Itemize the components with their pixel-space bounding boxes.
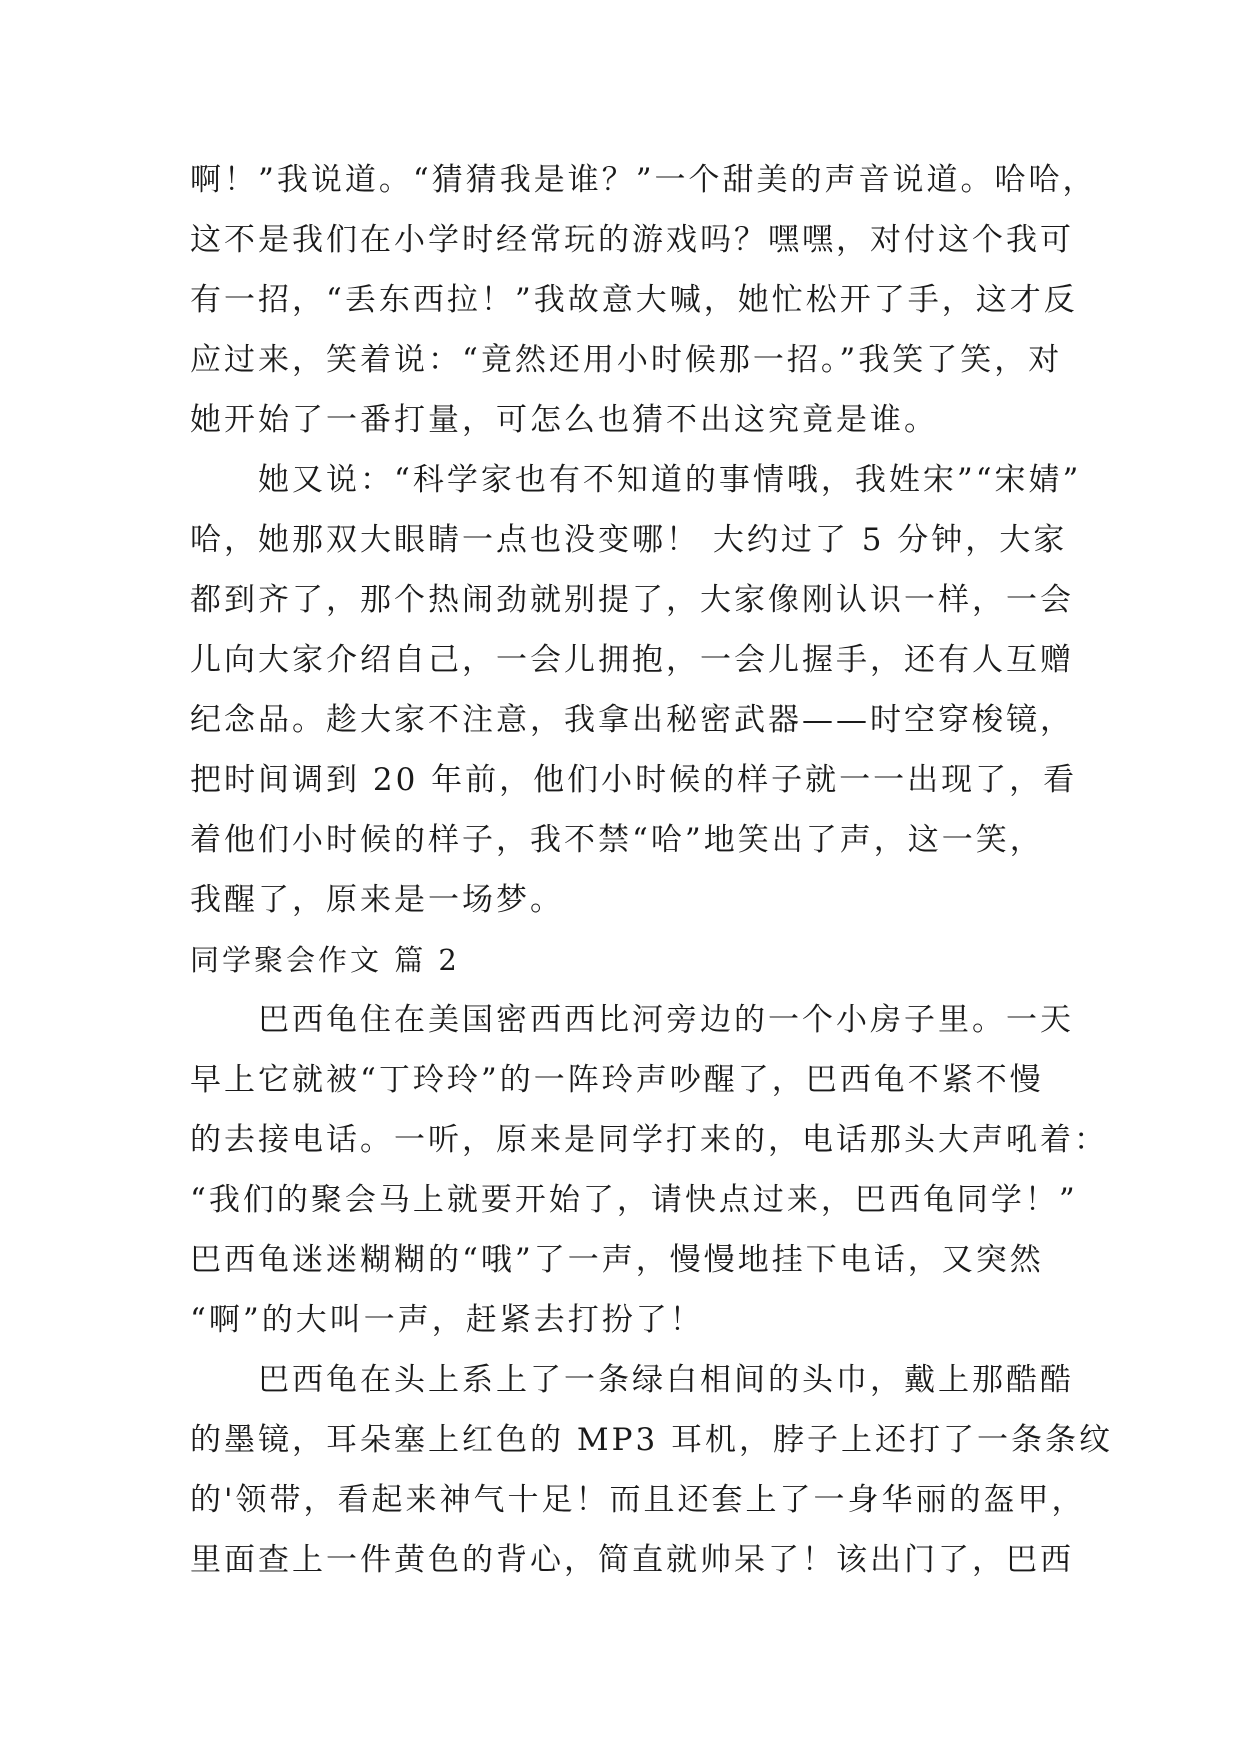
paragraph-line: “啊”的大叫一声，赶紧去打扮了！: [190, 1302, 704, 1338]
paragraph-4: [190, 1350, 1114, 1590]
paragraph-line: 的去接电话。一听，原来是同学打来的，电话那头大声吼着：: [190, 1122, 1108, 1158]
paragraph-line: 把时间调到 20 年前，他们小时候的样子就一一出现了，看: [190, 762, 1078, 798]
paragraph-line: 巴西龟住在美国密西西比河旁边的一个小房子里。一天: [258, 1002, 1074, 1038]
paragraph-line: 都到齐了，那个热闹劲就别提了，大家像刚认识一样，一会: [190, 582, 1074, 618]
paragraph-line: 着他们小时候的样子，我不禁“哈”地笑出了声，这一笑，: [190, 822, 1044, 858]
paragraph-line: 的'领带，看起来神气十足！而且还套上了一身华丽的盔甲，: [190, 1482, 1086, 1518]
paragraph-line: 我醒了，原来是一场梦。: [190, 882, 564, 918]
paragraph-line: “我们的聚会马上就要开始了，请快点过来，巴西龟同学！”: [190, 1182, 1078, 1218]
paragraph-line: 里面查上一件黄色的背心，简直就帅呆了！该出门了，巴西: [190, 1542, 1074, 1578]
paragraph-line: 巴西龟在头上系上了一条绿白相间的头巾，戴上那酷酷: [258, 1362, 1074, 1398]
paragraph-line: 儿向大家介绍自己，一会儿拥抱，一会儿握手，还有人互赠: [190, 642, 1074, 678]
paragraph-3: [190, 990, 1108, 1350]
section-heading: 同学聚会作文 篇 2: [190, 943, 460, 977]
paragraph-1: [190, 150, 1097, 450]
paragraph-line: 有一招，“丢东西拉！”我故意大喊，她忙松开了手，这才反: [190, 282, 1078, 318]
paragraph-line: 纪念品。趁大家不注意，我拿出秘密武器——时空穿梭镜，: [190, 702, 1074, 738]
paragraph-line: 啊！”我说道。“猜猜我是谁？”一个甜美的声音说道。哈哈，: [190, 162, 1097, 198]
paragraph-line: 巴西龟迷迷糊糊的“哦”了一声，慢慢地挂下电话，又突然: [190, 1242, 1044, 1278]
paragraph-line: 早上它就被“丁玲玲”的一阵玲声吵醒了，巴西龟不紧不慢: [190, 1062, 1044, 1098]
paragraph-line: 这不是我们在小学时经常玩的游戏吗？嘿嘿，对付这个我可: [190, 222, 1074, 258]
paragraph-line: 应过来，笑着说：“竟然还用小时候那一招。”我笑了笑，对: [190, 342, 1063, 378]
document-body: [190, 150, 1114, 1590]
paragraph-line: 她又说：“科学家也有不知道的事情哦，我姓宋”“宋婧”: [258, 462, 1082, 498]
paragraph-line: 哈，她那双大眼睛一点也没变哪！ 大约过了 5 分钟，大家: [190, 522, 1068, 558]
paragraph-line: 她开始了一番打量，可怎么也猜不出这究竟是谁。: [190, 402, 938, 438]
paragraph-2: [190, 450, 1082, 930]
paragraph-line: 的墨镜，耳朵塞上红色的 MP3 耳机，脖子上还打了一条条纹: [190, 1422, 1114, 1458]
